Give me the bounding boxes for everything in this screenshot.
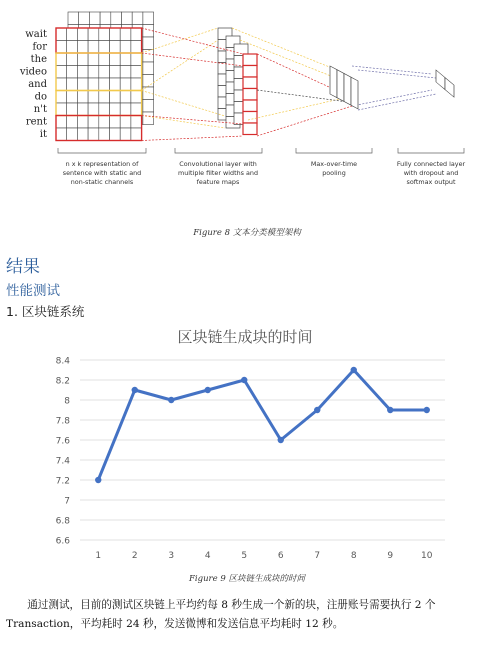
matrix-cell (99, 28, 110, 41)
matrix-cell (99, 116, 110, 129)
pool-cell (351, 77, 358, 109)
section-label-line: with dropout and (403, 169, 459, 177)
matrix-cell (131, 128, 142, 141)
section-label-line: Max-over-time (310, 160, 358, 168)
sentence-matrix (56, 12, 154, 141)
data-point (424, 407, 430, 413)
matrix-cell (77, 53, 88, 66)
matrix-cell (77, 103, 88, 116)
y-tick-label: 8 (64, 396, 70, 407)
chart-title: 区块链生成块的时间 (177, 328, 313, 346)
pool-cell (330, 66, 337, 98)
matrix-cell-back (68, 12, 79, 25)
section-bracket (175, 148, 262, 153)
matrix-cell (88, 78, 99, 91)
x-axis-ticks (95, 551, 432, 561)
pool-line (248, 98, 344, 120)
data-point (168, 397, 174, 403)
matrix-cell-back (111, 12, 122, 25)
sentence-word: and (28, 79, 47, 90)
fully-connected-output (436, 70, 454, 97)
subsection-heading-performance: 性能测试 (6, 283, 60, 299)
y-tick-label: 8.4 (55, 356, 70, 367)
matrix-cell (110, 91, 121, 104)
matrix-cell (77, 91, 88, 104)
matrix-cell (120, 116, 131, 129)
pool-line (257, 106, 352, 136)
matrix-cell (67, 116, 78, 129)
results-paragraph: 通过测试，目前的测试区块链上平均约每 8 秒生成一个新的块，注册账号需要执行 2 个 Transaction，平均耗时 24 秒，发送微博和发送信息平均耗时 12 秒。 (6, 599, 436, 630)
matrix-cell-back (143, 75, 154, 88)
sentence-word: n't (33, 104, 47, 115)
matrix-cell (67, 66, 78, 79)
x-tick-label: 1 (95, 551, 102, 561)
matrix-cell-back (143, 50, 154, 63)
sentence-word: rent (25, 116, 47, 128)
section-label-line: feature maps (196, 178, 240, 186)
data-point (95, 477, 101, 483)
section-label-line: non-static channels (70, 178, 134, 186)
section-bracket (398, 148, 464, 153)
matrix-cell (77, 78, 88, 91)
y-tick-label: 6.6 (55, 536, 70, 547)
matrix-cell (120, 53, 131, 66)
matrix-cell (99, 78, 110, 91)
y-axis-ticks (56, 357, 71, 547)
y-tick-label: 7.4 (55, 456, 70, 467)
y-tick-label: 7.8 (55, 416, 70, 427)
matrix-cell (99, 103, 110, 116)
matrix-cell (67, 128, 78, 141)
matrix-cell (131, 116, 142, 129)
matrix-cell (56, 103, 67, 116)
sentence-word: it (39, 129, 47, 140)
matrix-cell (56, 116, 67, 129)
output-cell (445, 78, 454, 98)
matrix-cell (88, 41, 99, 54)
matrix-cell-back (143, 37, 154, 50)
matrix-cell-back (100, 12, 111, 25)
matrix-cell (120, 28, 131, 41)
matrix-cell (77, 28, 88, 41)
matrix-cell (110, 103, 121, 116)
matrix-cell (77, 116, 88, 129)
section-label-line: sentence with static and (62, 169, 142, 177)
feature-map-cell (243, 100, 257, 112)
pool-line (257, 54, 340, 92)
section-heading-results: 结果 (6, 257, 40, 277)
matrix-cell (110, 28, 121, 41)
matrix-cell (110, 53, 121, 66)
matrix-cell-back (122, 12, 133, 25)
matrix-cell (88, 28, 99, 41)
figure-9-caption: Figure 9 区块链生成块的时间 (189, 574, 305, 584)
matrix-cell (120, 41, 131, 54)
matrix-cell (56, 28, 67, 41)
x-tick-label: 2 (131, 551, 138, 561)
matrix-cell-back (143, 62, 154, 75)
section-bracket (296, 148, 372, 153)
matrix-cell (67, 91, 78, 104)
matrix-cell (131, 53, 142, 66)
matrix-cell (56, 66, 67, 79)
matrix-cell (88, 116, 99, 129)
connection-lines (142, 28, 436, 141)
cnn-architecture-diagram (0, 0, 494, 200)
chart-series (95, 367, 430, 483)
matrix-cell (131, 78, 142, 91)
matrix-cell (120, 91, 131, 104)
matrix-cell (67, 78, 78, 91)
fc-line (358, 94, 436, 110)
x-tick-label: 6 (277, 551, 284, 561)
section-label-line: pooling (322, 169, 346, 177)
matrix-cell (131, 103, 142, 116)
matrix-cell-back (143, 12, 154, 25)
data-point (387, 407, 393, 413)
matrix-cell (56, 91, 67, 104)
feature-map-cell (243, 77, 257, 89)
pool-vector (330, 66, 358, 109)
sentence-word: for (32, 41, 47, 53)
section-label-line: Convolutional layer with (179, 160, 257, 168)
matrix-cell (120, 103, 131, 116)
sentence-word: the (30, 54, 47, 65)
matrix-cell (88, 91, 99, 104)
matrix-cell (77, 41, 88, 54)
max-pooling-vector (330, 66, 358, 109)
block-time-line-chart (40, 324, 450, 568)
data-point (132, 387, 138, 393)
connection-line (142, 91, 225, 117)
matrix-cell-back (132, 12, 143, 25)
feature-maps (218, 28, 257, 135)
matrix-cell (56, 41, 67, 54)
matrix-cell-back (79, 12, 90, 25)
section-labels (63, 160, 466, 186)
pool-cell (337, 70, 344, 102)
data-point (351, 367, 357, 373)
feature-map-cell (243, 112, 257, 124)
data-point (314, 407, 320, 413)
output-cell (436, 70, 445, 90)
sentence-word: wait (25, 29, 47, 40)
matrix-cell (77, 66, 88, 79)
section-label-line: n x k representation of (65, 160, 139, 168)
output-vector (436, 70, 454, 97)
sentence-word: video (19, 66, 47, 78)
section-bracket (58, 148, 146, 153)
matrix-cell (110, 41, 121, 54)
data-point (241, 377, 247, 383)
section-label-line: multiple filter widths and (177, 169, 259, 177)
sentence-word: do (34, 91, 47, 103)
matrix-cell (99, 91, 110, 104)
x-tick-label: 5 (241, 551, 248, 561)
feature-map-cell (243, 66, 257, 78)
matrix-cell (120, 66, 131, 79)
y-tick-label: 7.2 (55, 476, 70, 487)
matrix-cell (67, 28, 78, 41)
matrix-cell (110, 116, 121, 129)
y-tick-label: 7.6 (55, 436, 70, 447)
x-tick-label: 4 (204, 551, 211, 561)
matrix-cell (110, 66, 121, 79)
matrix-cell (110, 128, 121, 141)
section-label-line: softmax output (406, 178, 456, 186)
matrix-cell (88, 53, 99, 66)
matrix-cell (110, 78, 121, 91)
fc-line (352, 90, 432, 106)
matrix-cell (120, 128, 131, 141)
y-tick-label: 8.2 (55, 376, 70, 387)
data-point (205, 387, 211, 393)
matrix-cell (131, 91, 142, 104)
matrix-cell (120, 78, 131, 91)
matrix-cell-back (143, 112, 154, 125)
x-tick-label: 10 (421, 551, 433, 561)
matrix-cell (99, 128, 110, 141)
matrix-cell-back (143, 100, 154, 113)
feature-map-cell (243, 89, 257, 101)
y-tick-label: 7 (64, 496, 70, 507)
matrix-cell (56, 128, 67, 141)
x-tick-label: 8 (350, 551, 357, 561)
y-tick-label: 6.8 (55, 516, 70, 527)
x-tick-label: 3 (168, 551, 175, 561)
matrix-cell (88, 103, 99, 116)
connection-line (142, 136, 243, 141)
figure-8-caption: Figure 8 文本分类模型架构 (193, 228, 301, 238)
matrix-cell (67, 103, 78, 116)
data-point (278, 437, 284, 443)
x-tick-label: 9 (387, 551, 394, 561)
matrix-cell (56, 78, 67, 91)
feature-map-cell (243, 54, 257, 66)
matrix-cell (99, 41, 110, 54)
matrix-cell (131, 28, 142, 41)
matrix-cell (99, 53, 110, 66)
matrix-cell (67, 41, 78, 54)
matrix-cell-back (143, 87, 154, 100)
section-label-line: Fully connected layer (396, 160, 466, 168)
list-heading-blockchain: 1. 区块链系统 (6, 304, 85, 319)
matrix-cell (88, 128, 99, 141)
sentence-words (19, 29, 48, 140)
matrix-cell (56, 53, 67, 66)
x-tick-label: 7 (314, 551, 321, 561)
fc-line (352, 66, 432, 74)
matrix-cell (77, 128, 88, 141)
series-line (98, 370, 427, 480)
section-brackets (58, 148, 464, 153)
matrix-cell (131, 41, 142, 54)
matrix-cell-back (89, 12, 100, 25)
feature-map-cell (243, 123, 257, 135)
matrix-cell (131, 66, 142, 79)
fc-line (358, 70, 436, 78)
matrix-cell (99, 66, 110, 79)
matrix-cell (88, 66, 99, 79)
matrix-cell (67, 53, 78, 66)
pool-cell (344, 73, 351, 105)
